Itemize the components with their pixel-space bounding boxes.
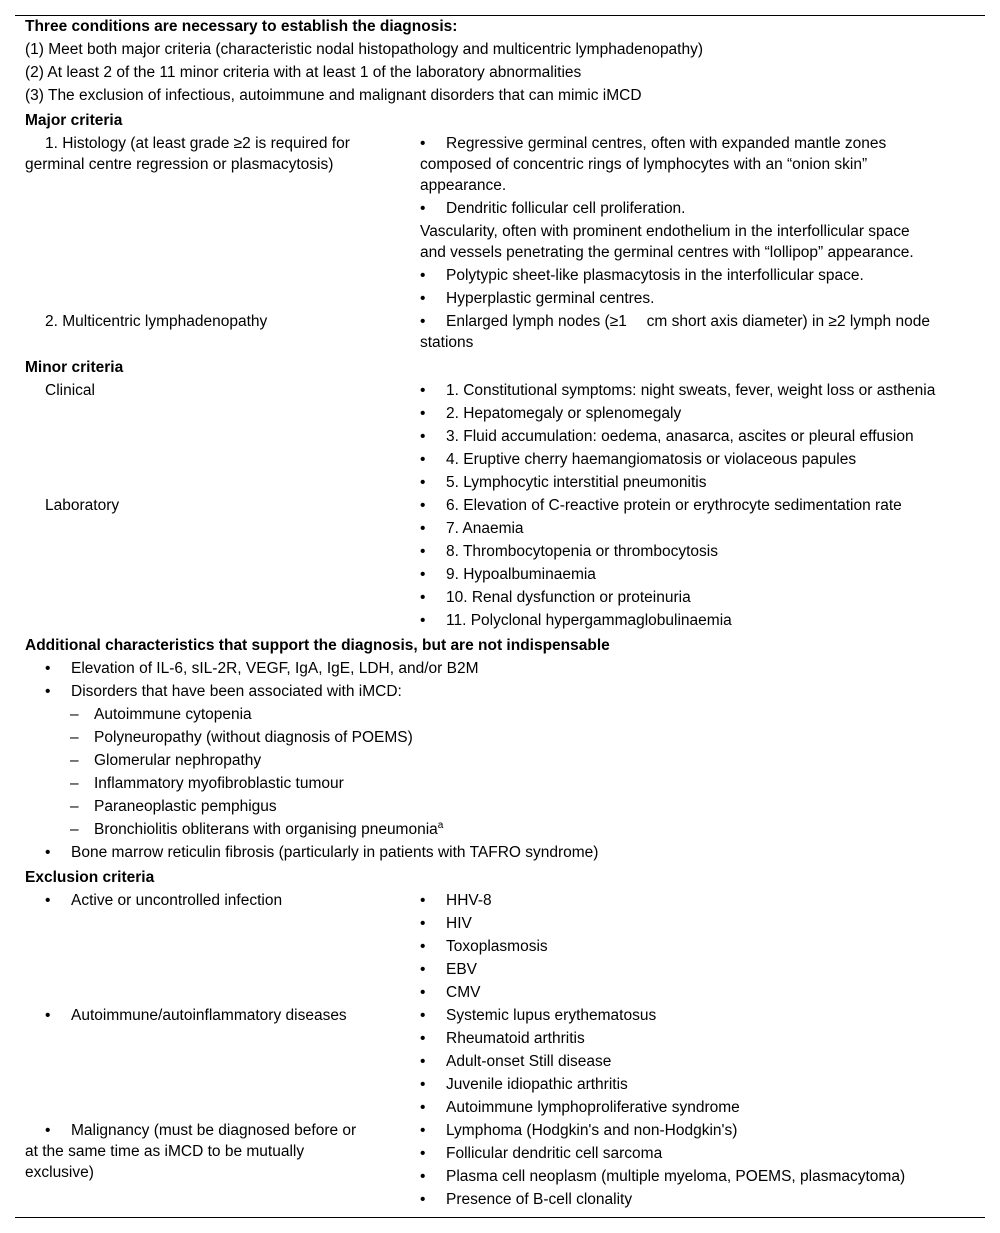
footnote-marker: a [437, 819, 444, 831]
histology-item: Vascularity, often with prominent endothelium in the interfollicular space [420, 223, 910, 240]
condition-2: (2) At least 2 of the 11 minor criteria with at least 1 of the laboratory abnormalities [25, 64, 582, 81]
lymph-label: 2. Multicentric lymphadenopathy [45, 313, 268, 330]
lymph-item-cont: stations [420, 334, 474, 351]
laboratory-item: • 9. Hypoalbuminaemia [420, 566, 596, 583]
clinical-item: • 3. Fluid accumulation: oedema, anasarca, ascites or pleural effusion [420, 428, 914, 445]
associated-disorder: – Glomerular nephropathy [70, 752, 262, 769]
infection-item: • HHV-8 [420, 892, 492, 909]
autoimmune-label: • Autoimmune/autoinflammatory diseases [45, 1007, 347, 1024]
malignancy-item: • Plasma cell neoplasm (multiple myeloma, POEMS, plasmacytoma) [420, 1168, 906, 1185]
condition-3: (3) The exclusion of infectious, autoimmune and malignant disorders that can mimic iMCD [25, 87, 642, 104]
histology-label-cont: germinal centre regression or plasmacytosis) [25, 156, 334, 173]
histology-item: • Hyperplastic germinal centres. [420, 290, 655, 307]
laboratory-item: • 6. Elevation of C-reactive protein or erythrocyte sedimentation rate [420, 497, 902, 514]
additional-item: • Elevation of IL-6, sIL-2R, VEGF, IgA, IgE, LDH, and/or B2M [45, 660, 479, 677]
major-heading: Major criteria [25, 112, 123, 129]
autoimmune-item: • Autoimmune lymphoproliferative syndrome [420, 1099, 740, 1116]
clinical-item: • 5. Lymphocytic interstitial pneumonitis [420, 474, 707, 491]
laboratory-item: • 10. Renal dysfunction or proteinuria [420, 589, 691, 606]
histology-label: 1. Histology (at least grade ≥2 is required for [45, 135, 350, 152]
additional-item: • Bone marrow reticulin fibrosis (particularly in patients with TAFRO syndrome) [45, 844, 599, 861]
infection-item: • Toxoplasmosis [420, 938, 548, 955]
malignancy-item: • Follicular dendritic cell sarcoma [420, 1145, 663, 1162]
histology-item-cont: and vessels penetrating the germinal centres with “lollipop” appearance. [420, 244, 914, 261]
exclusion-heading: Exclusion criteria [25, 869, 155, 886]
lymph-item: • Enlarged lymph nodes (≥1 cm short axis diameter) in ≥2 lymph node [420, 313, 930, 330]
histology-item-cont: appearance. [420, 177, 507, 194]
minor-heading: Minor criteria [25, 359, 124, 376]
malignancy-label-cont: at the same time as iMCD to be mutually [25, 1143, 305, 1160]
autoimmune-item: • Systemic lupus erythematosus [420, 1007, 657, 1024]
malignancy-label: • Malignancy (must be diagnosed before or [45, 1122, 357, 1139]
infection-item: • CMV [420, 984, 481, 1001]
histology-item: • Regressive germinal centres, often with expanded mantle zones [420, 135, 887, 152]
intro-heading: Three conditions are necessary to establish the diagnosis: [25, 18, 458, 35]
clinical-item: • 4. Eruptive cherry haemangiomatosis or violaceous papules [420, 451, 857, 468]
infection-item: • HIV [420, 915, 472, 932]
associated-disorder: – Paraneoplastic pemphigus [70, 798, 277, 815]
infection-label: • Active or uncontrolled infection [45, 892, 283, 909]
autoimmune-item: • Rheumatoid arthritis [420, 1030, 585, 1047]
top-rule [15, 15, 985, 16]
histology-item-cont: composed of concentric rings of lymphocytes with an “onion skin” [420, 156, 868, 173]
clinical-item: • 1. Constitutional symptoms: night sweats, fever, weight loss or asthenia [420, 382, 936, 399]
bottom-rule [15, 1217, 985, 1218]
additional-item: • Disorders that have been associated with iMCD: [45, 683, 402, 700]
laboratory-item: • 11. Polyclonal hypergammaglobulinaemia [420, 612, 732, 629]
clinical-item: • 2. Hepatomegaly or splenomegaly [420, 405, 682, 422]
autoimmune-item: • Juvenile idiopathic arthritis [420, 1076, 628, 1093]
malignancy-label-cont: exclusive) [25, 1164, 94, 1181]
malignancy-item: • Lymphoma (Hodgkin's and non-Hodgkin's) [420, 1122, 738, 1139]
laboratory-label: Laboratory [45, 497, 120, 514]
laboratory-item: • 8. Thrombocytopenia or thrombocytosis [420, 543, 718, 560]
histology-item: • Polytypic sheet-like plasmacytosis in the interfollicular space. [420, 267, 864, 284]
associated-disorder: – Inflammatory myofibroblastic tumour [70, 775, 344, 792]
laboratory-item: • 7. Anaemia [420, 520, 524, 537]
associated-disorder: – Bronchiolitis obliterans with organising pneumonia$^a$ [70, 819, 444, 838]
associated-disorder: – Autoimmune cytopenia [70, 706, 252, 723]
malignancy-item: • Presence of B-cell clonality [420, 1191, 633, 1208]
infection-item: • EBV [420, 961, 478, 978]
additional-heading: Additional characteristics that support the diagnosis, but are not indispensable [25, 637, 610, 654]
clinical-label: Clinical [45, 382, 95, 399]
autoimmune-item: • Adult-onset Still disease [420, 1053, 612, 1070]
histology-item: • Dendritic follicular cell proliferation. [420, 200, 686, 217]
condition-1: (1) Meet both major criteria (characteristic nodal histopathology and multicentric lymphadenopathy) [25, 41, 704, 58]
associated-disorder: – Polyneuropathy (without diagnosis of POEMS) [70, 729, 413, 746]
